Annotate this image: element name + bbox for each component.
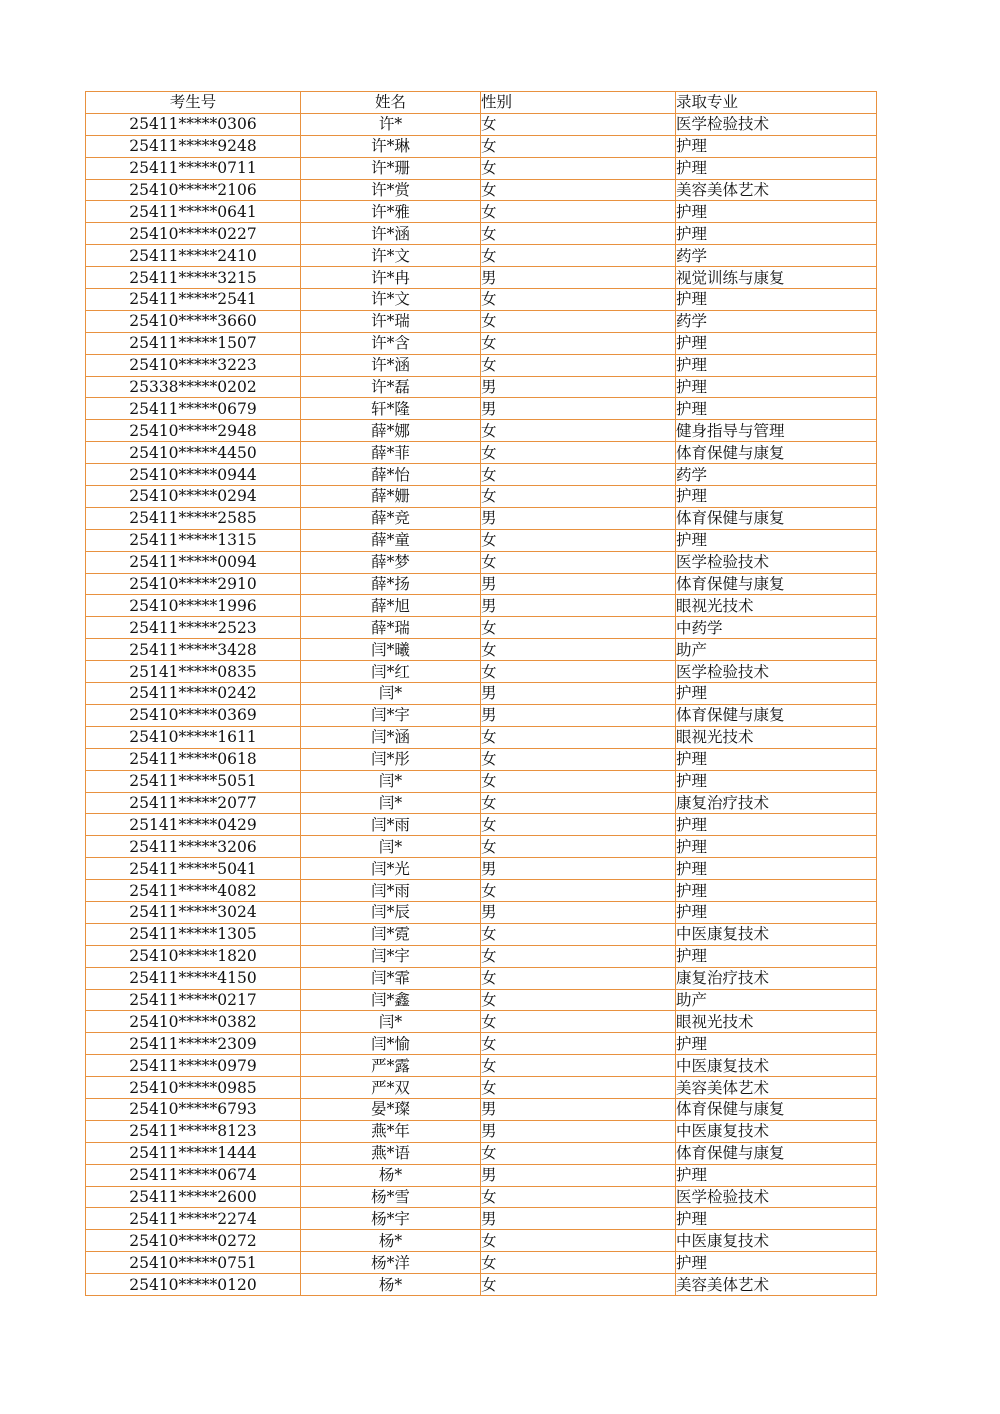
name-cell: 晏*璨 — [301, 1098, 481, 1120]
exam-number-cell: 25141*****0835 — [86, 661, 301, 683]
table-row — [86, 464, 877, 486]
table-row — [86, 551, 877, 573]
major-cell: 体育保健与康复 — [676, 704, 877, 726]
table-row — [86, 814, 877, 836]
exam-number-cell: 25411*****1444 — [86, 1142, 301, 1164]
table-row — [86, 1077, 877, 1099]
name-cell: 闫*辰 — [301, 901, 481, 923]
gender-cell: 男 — [481, 858, 676, 880]
table-header-row — [86, 92, 877, 114]
major-cell: 康复治疗技术 — [676, 792, 877, 814]
exam-number-cell: 25411*****3024 — [86, 901, 301, 923]
major-cell: 中医康复技术 — [676, 1055, 877, 1077]
exam-number-cell: 25410*****1996 — [86, 595, 301, 617]
name-cell: 闫*愉 — [301, 1033, 481, 1055]
table-body — [86, 113, 877, 1295]
exam-number-cell: 25411*****0674 — [86, 1164, 301, 1186]
name-cell: 薛*童 — [301, 529, 481, 551]
gender-cell: 男 — [481, 573, 676, 595]
exam-number-cell: 25411*****8123 — [86, 1120, 301, 1142]
table-row — [86, 1252, 877, 1274]
major-cell: 眼视光技术 — [676, 1011, 877, 1033]
major-cell: 医学检验技术 — [676, 551, 877, 573]
table-row — [86, 486, 877, 508]
table-row — [86, 661, 877, 683]
name-cell: 薛*瑞 — [301, 617, 481, 639]
gender-cell: 男 — [481, 595, 676, 617]
gender-cell: 女 — [481, 442, 676, 464]
exam-number-cell: 25410*****3660 — [86, 310, 301, 332]
table-row — [86, 617, 877, 639]
exam-number-cell: 25410*****2106 — [86, 179, 301, 201]
major-cell: 护理 — [676, 486, 877, 508]
gender-cell: 女 — [481, 967, 676, 989]
name-cell: 杨*雪 — [301, 1186, 481, 1208]
gender-cell: 女 — [481, 1274, 676, 1296]
gender-cell: 女 — [481, 179, 676, 201]
gender-cell: 女 — [481, 529, 676, 551]
exam-number-cell: 25411*****5051 — [86, 770, 301, 792]
table-row — [86, 1208, 877, 1230]
name-cell: 闫*红 — [301, 661, 481, 683]
exam-number-cell: 25411*****2410 — [86, 245, 301, 267]
major-cell: 中药学 — [676, 617, 877, 639]
table-row — [86, 573, 877, 595]
gender-cell: 女 — [481, 157, 676, 179]
major-cell: 护理 — [676, 332, 877, 354]
exam-number-cell: 25411*****4150 — [86, 967, 301, 989]
gender-cell: 女 — [481, 551, 676, 573]
name-cell: 薛*竞 — [301, 507, 481, 529]
major-cell: 视觉训练与康复 — [676, 267, 877, 289]
major-cell: 护理 — [676, 135, 877, 157]
major-cell: 护理 — [676, 157, 877, 179]
gender-cell: 女 — [481, 945, 676, 967]
table-row — [86, 726, 877, 748]
name-cell: 闫*霓 — [301, 923, 481, 945]
gender-cell: 女 — [481, 880, 676, 902]
gender-cell: 女 — [481, 245, 676, 267]
name-cell: 闫* — [301, 683, 481, 705]
name-cell: 闫* — [301, 770, 481, 792]
name-cell: 燕*语 — [301, 1142, 481, 1164]
gender-cell: 女 — [481, 1252, 676, 1274]
name-cell: 许*含 — [301, 332, 481, 354]
table-row — [86, 748, 877, 770]
name-cell: 严*双 — [301, 1077, 481, 1099]
major-cell: 健身指导与管理 — [676, 420, 877, 442]
gender-cell: 女 — [481, 814, 676, 836]
header-exam-number: 考生号 — [86, 92, 301, 114]
gender-cell: 女 — [481, 1142, 676, 1164]
exam-number-cell: 25411*****5041 — [86, 858, 301, 880]
name-cell: 闫*雨 — [301, 814, 481, 836]
name-cell: 闫* — [301, 1011, 481, 1033]
exam-number-cell: 25411*****1305 — [86, 923, 301, 945]
exam-number-cell: 25411*****2585 — [86, 507, 301, 529]
name-cell: 杨* — [301, 1274, 481, 1296]
table-row — [86, 179, 877, 201]
gender-cell: 女 — [481, 1230, 676, 1252]
exam-number-cell: 25411*****0711 — [86, 157, 301, 179]
gender-cell: 男 — [481, 901, 676, 923]
table-row — [86, 1274, 877, 1296]
major-cell: 护理 — [676, 1033, 877, 1055]
exam-number-cell: 25411*****2523 — [86, 617, 301, 639]
name-cell: 薛*旭 — [301, 595, 481, 617]
major-cell: 美容美体艺术 — [676, 1077, 877, 1099]
table-row — [86, 858, 877, 880]
major-cell: 护理 — [676, 836, 877, 858]
exam-number-cell: 25410*****0120 — [86, 1274, 301, 1296]
table-row — [86, 398, 877, 420]
header-admitted-major: 录取专业 — [676, 92, 877, 114]
major-cell: 助产 — [676, 989, 877, 1011]
table-row — [86, 289, 877, 311]
exam-number-cell: 25411*****3428 — [86, 639, 301, 661]
table-row — [86, 989, 877, 1011]
name-cell: 闫*鑫 — [301, 989, 481, 1011]
table-row — [86, 223, 877, 245]
table-row — [86, 595, 877, 617]
exam-number-cell: 25411*****4082 — [86, 880, 301, 902]
exam-number-cell: 25411*****0618 — [86, 748, 301, 770]
table-row — [86, 967, 877, 989]
major-cell: 护理 — [676, 201, 877, 223]
major-cell: 护理 — [676, 398, 877, 420]
gender-cell: 女 — [481, 420, 676, 442]
table-row — [86, 639, 877, 661]
major-cell: 护理 — [676, 748, 877, 770]
exam-number-cell: 25410*****0227 — [86, 223, 301, 245]
major-cell: 中医康复技术 — [676, 1120, 877, 1142]
table-row — [86, 113, 877, 135]
gender-cell: 女 — [481, 135, 676, 157]
name-cell: 许*赏 — [301, 179, 481, 201]
exam-number-cell: 25410*****0369 — [86, 704, 301, 726]
name-cell: 闫*曦 — [301, 639, 481, 661]
table-row — [86, 945, 877, 967]
gender-cell: 女 — [481, 486, 676, 508]
major-cell: 眼视光技术 — [676, 595, 877, 617]
name-cell: 杨* — [301, 1230, 481, 1252]
table-row — [86, 332, 877, 354]
major-cell: 护理 — [676, 1208, 877, 1230]
name-cell: 杨*洋 — [301, 1252, 481, 1274]
major-cell: 体育保健与康复 — [676, 573, 877, 595]
name-cell: 许*涵 — [301, 354, 481, 376]
table-row — [86, 135, 877, 157]
name-cell: 薛*娜 — [301, 420, 481, 442]
major-cell: 护理 — [676, 901, 877, 923]
major-cell: 医学检验技术 — [676, 661, 877, 683]
gender-cell: 男 — [481, 507, 676, 529]
gender-cell: 女 — [481, 989, 676, 1011]
table-row — [86, 201, 877, 223]
exam-number-cell: 25410*****1820 — [86, 945, 301, 967]
table-row — [86, 1120, 877, 1142]
exam-number-cell: 25338*****0202 — [86, 376, 301, 398]
major-cell: 美容美体艺术 — [676, 1274, 877, 1296]
table-row — [86, 1055, 877, 1077]
name-cell: 闫*涵 — [301, 726, 481, 748]
exam-number-cell: 25410*****3223 — [86, 354, 301, 376]
exam-number-cell: 25410*****0272 — [86, 1230, 301, 1252]
table-row — [86, 157, 877, 179]
exam-number-cell: 25411*****2600 — [86, 1186, 301, 1208]
gender-cell: 女 — [481, 1186, 676, 1208]
gender-cell: 男 — [481, 1120, 676, 1142]
name-cell: 闫*霏 — [301, 967, 481, 989]
name-cell: 闫* — [301, 836, 481, 858]
gender-cell: 女 — [481, 726, 676, 748]
name-cell: 闫*宇 — [301, 704, 481, 726]
gender-cell: 男 — [481, 683, 676, 705]
major-cell: 美容美体艺术 — [676, 179, 877, 201]
exam-number-cell: 25410*****0382 — [86, 1011, 301, 1033]
major-cell: 助产 — [676, 639, 877, 661]
table-row — [86, 1230, 877, 1252]
major-cell: 护理 — [676, 880, 877, 902]
gender-cell: 女 — [481, 332, 676, 354]
major-cell: 体育保健与康复 — [676, 1098, 877, 1120]
exam-number-cell: 25410*****0944 — [86, 464, 301, 486]
table-row — [86, 310, 877, 332]
major-cell: 护理 — [676, 376, 877, 398]
major-cell: 药学 — [676, 464, 877, 486]
exam-number-cell: 25410*****1611 — [86, 726, 301, 748]
major-cell: 护理 — [676, 945, 877, 967]
name-cell: 许*珊 — [301, 157, 481, 179]
gender-cell: 女 — [481, 923, 676, 945]
table-row — [86, 704, 877, 726]
major-cell: 护理 — [676, 814, 877, 836]
gender-cell: 女 — [481, 289, 676, 311]
exam-number-cell: 25410*****6793 — [86, 1098, 301, 1120]
table-row — [86, 1033, 877, 1055]
table-row — [86, 901, 877, 923]
gender-cell: 女 — [481, 223, 676, 245]
name-cell: 许*文 — [301, 245, 481, 267]
gender-cell: 男 — [481, 267, 676, 289]
name-cell: 闫*彤 — [301, 748, 481, 770]
name-cell: 闫*光 — [301, 858, 481, 880]
admission-table — [85, 91, 877, 1296]
major-cell: 药学 — [676, 310, 877, 332]
table-row — [86, 770, 877, 792]
table-row — [86, 354, 877, 376]
table-row — [86, 1186, 877, 1208]
gender-cell: 女 — [481, 113, 676, 135]
exam-number-cell: 25411*****9248 — [86, 135, 301, 157]
exam-number-cell: 25411*****0679 — [86, 398, 301, 420]
major-cell: 眼视光技术 — [676, 726, 877, 748]
gender-cell: 女 — [481, 1077, 676, 1099]
gender-cell: 男 — [481, 704, 676, 726]
name-cell: 许*涵 — [301, 223, 481, 245]
major-cell: 医学检验技术 — [676, 113, 877, 135]
table-row — [86, 420, 877, 442]
major-cell: 护理 — [676, 223, 877, 245]
table-row — [86, 442, 877, 464]
major-cell: 护理 — [676, 683, 877, 705]
gender-cell: 女 — [481, 748, 676, 770]
gender-cell: 女 — [481, 639, 676, 661]
exam-number-cell: 25411*****2274 — [86, 1208, 301, 1230]
name-cell: 薛*扬 — [301, 573, 481, 595]
exam-number-cell: 25410*****2910 — [86, 573, 301, 595]
header-name: 姓名 — [301, 92, 481, 114]
exam-number-cell: 25411*****0641 — [86, 201, 301, 223]
gender-cell: 男 — [481, 1164, 676, 1186]
name-cell: 许*冉 — [301, 267, 481, 289]
name-cell: 杨*宇 — [301, 1208, 481, 1230]
exam-number-cell: 25411*****0979 — [86, 1055, 301, 1077]
exam-number-cell: 25410*****2948 — [86, 420, 301, 442]
table-row — [86, 923, 877, 945]
major-cell: 护理 — [676, 1164, 877, 1186]
name-cell: 燕*年 — [301, 1120, 481, 1142]
exam-number-cell: 25411*****0306 — [86, 113, 301, 135]
gender-cell: 女 — [481, 201, 676, 223]
name-cell: 许*磊 — [301, 376, 481, 398]
exam-number-cell: 25411*****3215 — [86, 267, 301, 289]
exam-number-cell: 25411*****0217 — [86, 989, 301, 1011]
major-cell: 体育保健与康复 — [676, 442, 877, 464]
table-row — [86, 1142, 877, 1164]
major-cell: 体育保健与康复 — [676, 1142, 877, 1164]
table-row — [86, 245, 877, 267]
gender-cell: 男 — [481, 376, 676, 398]
gender-cell: 女 — [481, 792, 676, 814]
name-cell: 严*露 — [301, 1055, 481, 1077]
major-cell: 中医康复技术 — [676, 1230, 877, 1252]
exam-number-cell: 25411*****2309 — [86, 1033, 301, 1055]
exam-number-cell: 25411*****0094 — [86, 551, 301, 573]
gender-cell: 女 — [481, 1033, 676, 1055]
table-row — [86, 267, 877, 289]
exam-number-cell: 25141*****0429 — [86, 814, 301, 836]
table-row — [86, 529, 877, 551]
table-row — [86, 683, 877, 705]
name-cell: 轩*隆 — [301, 398, 481, 420]
header-gender: 性别 — [481, 92, 676, 114]
gender-cell: 男 — [481, 1208, 676, 1230]
exam-number-cell: 25411*****3206 — [86, 836, 301, 858]
exam-number-cell: 25411*****1507 — [86, 332, 301, 354]
gender-cell: 女 — [481, 310, 676, 332]
name-cell: 薛*姗 — [301, 486, 481, 508]
gender-cell: 女 — [481, 1011, 676, 1033]
exam-number-cell: 25410*****0751 — [86, 1252, 301, 1274]
table-row — [86, 836, 877, 858]
major-cell: 护理 — [676, 354, 877, 376]
table-row — [86, 1098, 877, 1120]
major-cell: 护理 — [676, 858, 877, 880]
major-cell: 护理 — [676, 289, 877, 311]
gender-cell: 女 — [481, 464, 676, 486]
gender-cell: 女 — [481, 770, 676, 792]
exam-number-cell: 25411*****2077 — [86, 792, 301, 814]
name-cell: 薛*怡 — [301, 464, 481, 486]
gender-cell: 男 — [481, 398, 676, 420]
exam-number-cell: 25410*****4450 — [86, 442, 301, 464]
name-cell: 杨* — [301, 1164, 481, 1186]
exam-number-cell: 25410*****0985 — [86, 1077, 301, 1099]
major-cell: 康复治疗技术 — [676, 967, 877, 989]
exam-number-cell: 25411*****0242 — [86, 683, 301, 705]
name-cell: 薛*菲 — [301, 442, 481, 464]
table-row — [86, 376, 877, 398]
table-row — [86, 507, 877, 529]
major-cell: 护理 — [676, 529, 877, 551]
name-cell: 闫*宇 — [301, 945, 481, 967]
gender-cell: 女 — [481, 617, 676, 639]
exam-number-cell: 25411*****2541 — [86, 289, 301, 311]
name-cell: 许* — [301, 113, 481, 135]
gender-cell: 女 — [481, 836, 676, 858]
name-cell: 闫* — [301, 792, 481, 814]
name-cell: 许*琳 — [301, 135, 481, 157]
gender-cell: 女 — [481, 354, 676, 376]
name-cell: 许*文 — [301, 289, 481, 311]
major-cell: 医学检验技术 — [676, 1186, 877, 1208]
name-cell: 许*雅 — [301, 201, 481, 223]
table-row — [86, 792, 877, 814]
table-row — [86, 880, 877, 902]
major-cell: 护理 — [676, 770, 877, 792]
major-cell: 护理 — [676, 1252, 877, 1274]
major-cell: 药学 — [676, 245, 877, 267]
exam-number-cell: 25410*****0294 — [86, 486, 301, 508]
gender-cell: 女 — [481, 661, 676, 683]
table-row — [86, 1011, 877, 1033]
name-cell: 许*瑞 — [301, 310, 481, 332]
name-cell: 薛*梦 — [301, 551, 481, 573]
gender-cell: 女 — [481, 1055, 676, 1077]
exam-number-cell: 25411*****1315 — [86, 529, 301, 551]
name-cell: 闫*雨 — [301, 880, 481, 902]
major-cell: 体育保健与康复 — [676, 507, 877, 529]
gender-cell: 男 — [481, 1098, 676, 1120]
table-row — [86, 1164, 877, 1186]
major-cell: 中医康复技术 — [676, 923, 877, 945]
